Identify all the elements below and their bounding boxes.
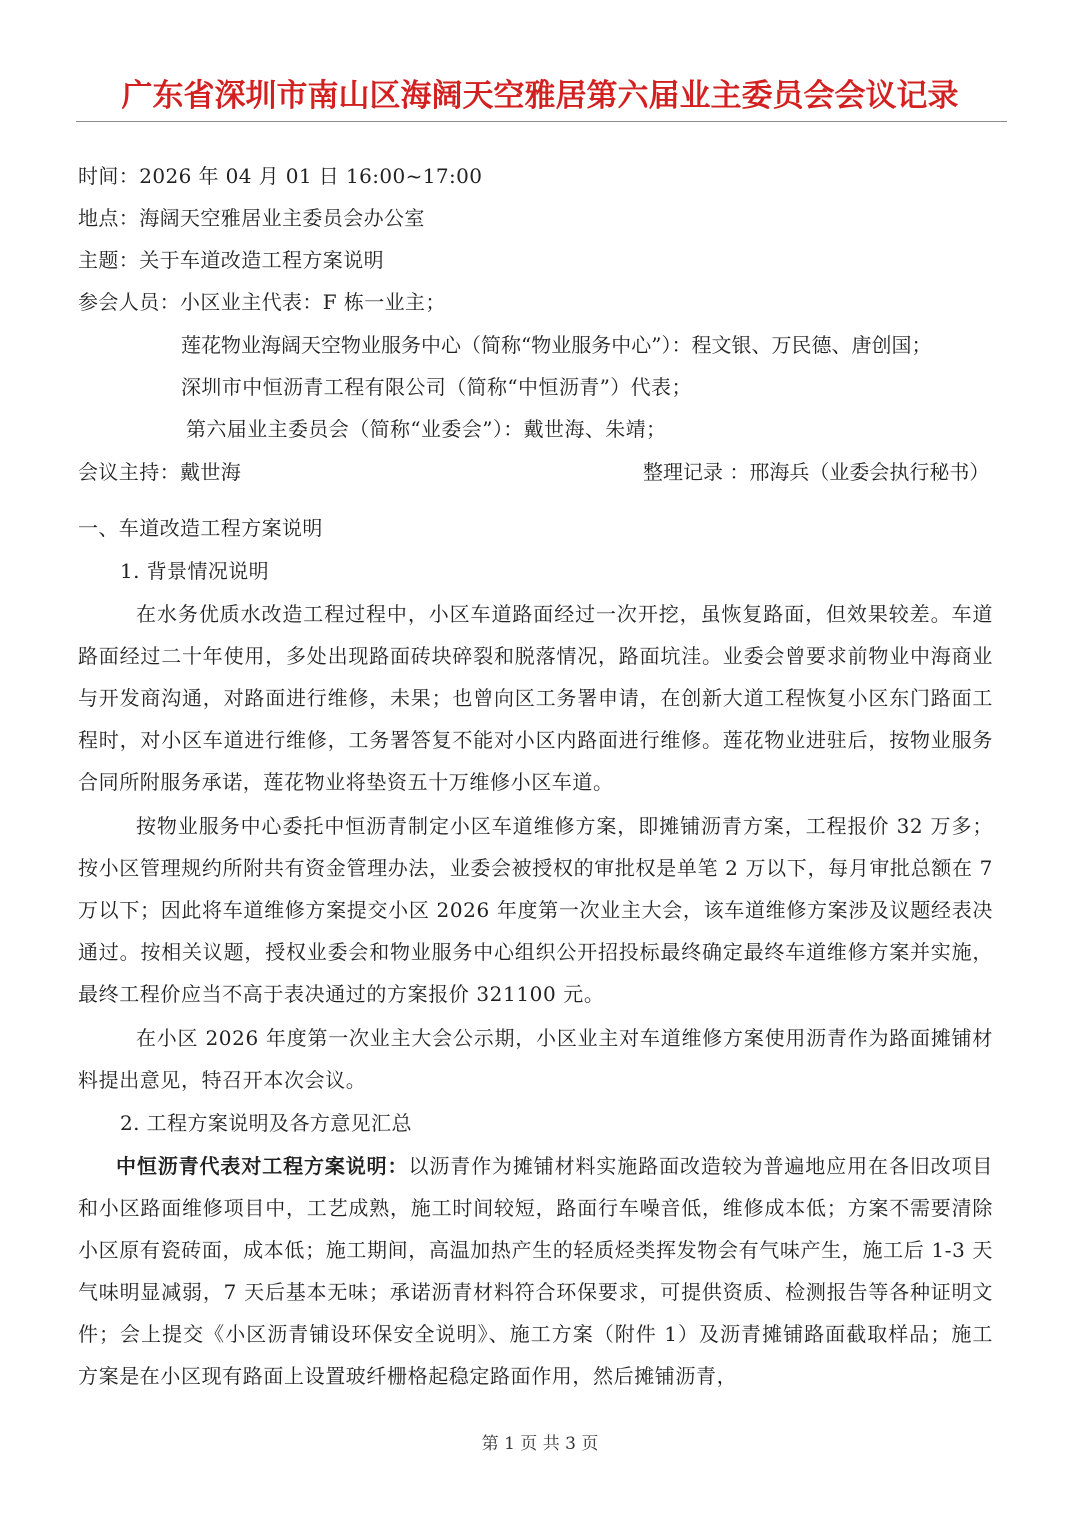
subsection-heading-background: 1. 背景情况说明 bbox=[120, 559, 270, 583]
attendees-committee: 第六届业主委员会（简称“业委会”）：戴世海、朱靖； bbox=[186, 417, 667, 441]
attendees-asphalt: 深圳市中恒沥青工程有限公司（简称“中恒沥青”）代表； bbox=[181, 375, 692, 399]
paragraph-asphalt-statement bbox=[78, 1145, 993, 1397]
paragraph-proposal: 按物业服务中心委托中恒沥青制定小区车道维修方案，即摊铺沥青方案，工程报价 32 万多；按小区管理规约所附共有资金管理办法，业委会被授权的审批权是单笔 2 万以下，每月审批总额在 7 万以下；因此将车道维修方案提交小区 2026 年度第一次业主大会，该车道维修方案涉及议题经表决通过。按相关议题，授权业委会和物业服务中心组织公开招投标最终确定最终车道维修方案并实施，最终工程价应当不高于表决通过的方案报价 321100 元。 bbox=[78, 814, 993, 1006]
meeting-topic: 主题：关于车道改造工程方案说明 bbox=[78, 248, 384, 272]
document-title: 广东省深圳市南山区海阔天空雅居第六届业主委员会会议记录 bbox=[121, 78, 959, 114]
meeting-host: 会议主持：戴世海 bbox=[78, 460, 242, 484]
attendees-owner: 参会人员：小区业主代表：F 栋一业主； bbox=[78, 290, 446, 314]
title-divider bbox=[76, 121, 1007, 122]
statement-body: 以沥青作为摊铺材料实施路面改造较为普遍地应用在各旧改项目和小区路面维修项目中，工艺成熟，施工时间较短，路面行车噪音低，维修成本低；方案不需要清除小区原有瓷砖面，成本低；施工期间，高温加热产生的轻质烃类挥发物会有气味产生，施工后 1-3 天气味明显减弱，7 天后基本无味；承诺沥青材料符合环保要求，可提供资质、检测报告等各种证明文件；会上提交《小区沥青铺设环保安全说明》、施工方案（附件 1）及沥青摊铺路面截取样品；施工方案是在小区现有路面上设置玻纤栅格起稳定路面作用，然后摊铺沥青， bbox=[78, 1154, 993, 1388]
meeting-time: 时间：2026 年 04 月 01 日 16:00~17:00 bbox=[78, 164, 483, 188]
meeting-location: 地点：海阔天空雅居业主委员会办公室 bbox=[78, 206, 425, 230]
subsection-heading-opinions: 2. 工程方案说明及各方意见汇总 bbox=[120, 1111, 412, 1135]
statement-lead: 中恒沥青代表对工程方案说明： bbox=[116, 1154, 409, 1178]
paragraph-meeting-reason: 在小区 2026 年度第一次业主大会公示期，小区业主对车道维修方案使用沥青作为路面摊铺材料提出意见，特召开本次会议。 bbox=[78, 1026, 993, 1092]
paragraph-background: 在水务优质水改造工程过程中，小区车道路面经过一次开挖，虽恢复路面，但效果较差。车道路面经过二十年使用，多处出现路面砖块碎裂和脱落情况，路面坑洼。业委会曾要求前物业中海商业与开发商沟通，对路面进行维修，未果；也曾向区工务署申请，在创新大道工程恢复小区东门路面工程时，对小区车道进行维修，工务署答复不能对小区内路面进行维修。莲花物业进驻后，按物业服务合同所附服务承诺，莲花物业将垫资五十万维修小区车道。 bbox=[78, 602, 993, 794]
meeting-recorder: 整理记录 ：邢海兵（业委会执行秘书） bbox=[643, 460, 990, 484]
attendees-property: 莲花物业海阔天空物业服务中心（简称“物业服务中心”）：程文银、万民德、唐创国； bbox=[181, 333, 932, 357]
section-heading: 一、车道改造工程方案说明 bbox=[78, 516, 323, 540]
page-number: 第 1 页 共 3 页 bbox=[481, 1434, 599, 1454]
